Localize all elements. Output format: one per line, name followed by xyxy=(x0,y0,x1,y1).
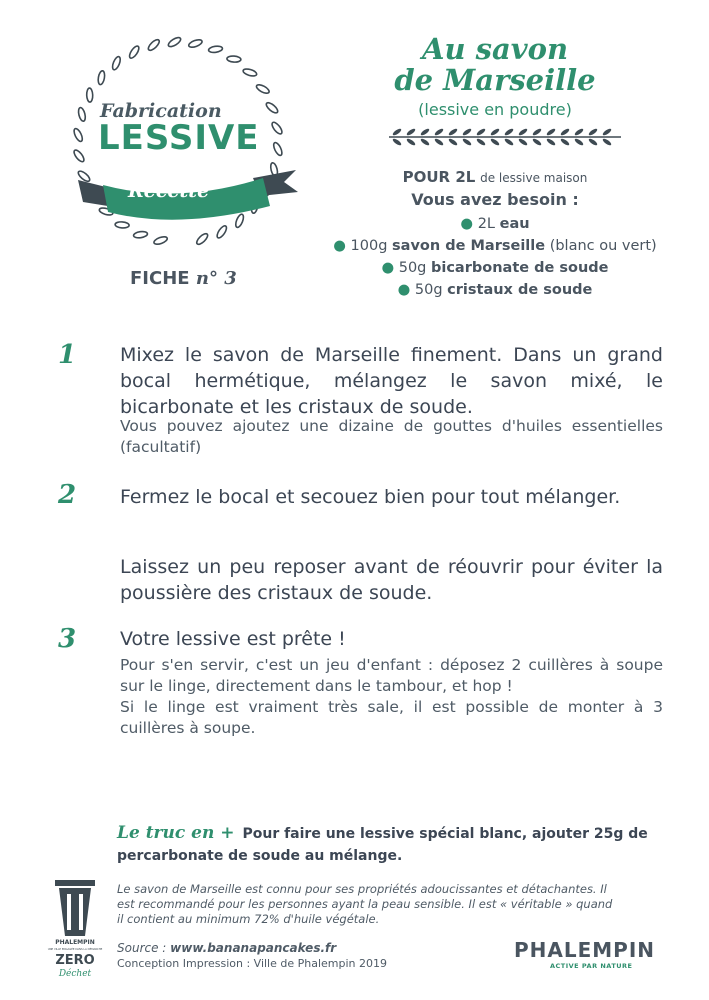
bullet-icon: ● xyxy=(460,216,478,232)
wreath-leaf xyxy=(255,83,270,95)
zero-dechet-logo xyxy=(45,876,105,988)
step-2-text-2: Laissez un peu reposer avant de réouvrir pour éviter la poussière des cristaux de soude. xyxy=(120,556,663,604)
fern-leaf xyxy=(490,137,500,146)
ingredient-item: ● 50g cristaux de soude xyxy=(397,282,593,298)
wreath-leaf xyxy=(215,224,228,239)
zd-zero: ZERO xyxy=(55,953,95,968)
tip-box xyxy=(117,822,677,867)
wreath-leaf xyxy=(242,68,257,78)
footnote: Le savon de Marseille est connu pour ses propriétés adoucissantes et détachantes. Il est recommandé pour les personnes ayant la peau sensible. Il est « véritable » quand il contient au minimum 72% d'huile végétale. xyxy=(117,882,613,926)
ingredient-item: ● 50g bicarbonate de soude xyxy=(381,260,609,276)
wreath-leaf xyxy=(111,56,122,71)
wreath-leaf xyxy=(128,45,141,60)
wreath-leaf xyxy=(77,107,86,122)
fern-leaf xyxy=(448,127,458,136)
fern-leaf xyxy=(560,137,570,146)
fern-leaf xyxy=(588,137,598,146)
logo-fabrication-text: Fabrication xyxy=(100,100,222,122)
title-line-2: de Marseille xyxy=(394,63,596,97)
wreath-leaf xyxy=(195,232,209,246)
fern-leaf xyxy=(434,137,444,146)
fern-leaf xyxy=(462,127,472,136)
recipe-subtitle: (lessive en poudre) xyxy=(418,100,572,119)
fern-leaf xyxy=(602,127,612,136)
wreath-leaf xyxy=(153,235,168,245)
fern-leaf xyxy=(420,127,430,136)
wreath-leaf xyxy=(97,70,105,85)
fern-leaf xyxy=(602,137,612,146)
fern-leaf xyxy=(490,127,500,136)
wreath-leaf xyxy=(234,213,245,228)
logo-recette-text: Recette xyxy=(128,180,210,202)
ingredient-item: ● 2L eau xyxy=(460,216,530,232)
source-line xyxy=(117,941,336,955)
fern-leaf xyxy=(588,127,598,136)
fern-leaf xyxy=(574,137,584,146)
fern-leaf xyxy=(532,137,542,146)
fern-leaf xyxy=(448,137,458,146)
fern-leaf xyxy=(420,137,430,146)
wreath-leaf xyxy=(86,88,92,102)
yield-line xyxy=(330,168,660,186)
fern-leaf xyxy=(476,127,486,136)
fern-leaf xyxy=(406,127,416,136)
conception-line: Conception Impression : Ville de Phalempin 2019 xyxy=(117,957,388,970)
fern-leaf xyxy=(504,127,514,136)
title-line-1: Au savon xyxy=(421,32,569,66)
wreath-leaf xyxy=(270,121,283,136)
step-number: 1 xyxy=(58,340,77,370)
bullet-icon: ● xyxy=(333,238,351,254)
step-3-text: Votre lessive est prête ! xyxy=(120,628,346,650)
wreath-leaf xyxy=(147,38,161,52)
fern-leaf xyxy=(476,137,486,146)
tip-label: Le truc en + xyxy=(117,823,235,843)
wreath-leaf xyxy=(265,101,280,115)
source-link: www.bananapancakes.fr xyxy=(170,941,337,955)
fern-leaf xyxy=(560,127,570,136)
fern-leaf xyxy=(504,137,514,146)
step-number: 3 xyxy=(58,624,77,654)
fern-leaf xyxy=(518,137,528,146)
tip-text: Pour faire une lessive spécial blanc, ajouter 25g de percarbonate de soude au mélange. xyxy=(117,826,648,864)
phalempin-logo: PHALEMPIN xyxy=(514,938,656,962)
yield-small: de lessive maison xyxy=(480,171,588,185)
fern-leaf xyxy=(546,127,556,136)
wreath-leaf xyxy=(188,38,203,48)
zd-phalempin: PHALEMPIN xyxy=(55,939,95,946)
fiche-number xyxy=(130,268,237,289)
wreath-leaf xyxy=(167,36,182,49)
step-1-text: Mixez le savon de Marseille finement. Dans un grand bocal hermétique, mélangez le savon mixé, le bicarbonate et les cristaux de soude. xyxy=(120,344,663,418)
fern-leaf xyxy=(462,137,472,146)
step-1-subtext: Vous pouvez ajoutez une dizaine de gouttes d'huiles essentielles (facultatif) xyxy=(120,417,663,456)
fern-leaf xyxy=(434,127,444,136)
zd-dechet: Déchet xyxy=(58,969,92,979)
fern-divider xyxy=(385,124,625,150)
step-number: 2 xyxy=(58,480,77,510)
bullet-icon: ● xyxy=(397,282,415,298)
fern-leaf xyxy=(518,127,528,136)
fern-leaf xyxy=(532,127,542,136)
wreath-leaf xyxy=(227,56,241,63)
wreath-leaf xyxy=(72,149,85,164)
ingredients-list xyxy=(320,213,670,301)
fiche-num: n° 3 xyxy=(195,268,237,289)
fern-leaf xyxy=(546,137,556,146)
phalempin-tagline: ACTIVE PAR NATURE xyxy=(550,962,633,970)
step-2-text: Fermez le bocal et secouez bien pour tout mélanger. xyxy=(120,486,621,508)
fiche-label: FICHE xyxy=(130,268,190,289)
bullet-icon: ● xyxy=(381,260,399,276)
ingredients-heading: Vous avez besoin : xyxy=(411,190,579,209)
fern-leaf xyxy=(574,127,584,136)
wreath-leaf xyxy=(115,221,129,228)
wreath-leaf xyxy=(272,141,284,156)
fern-leaf xyxy=(392,127,402,136)
yield-main: POUR 2L xyxy=(402,168,476,186)
fern-leaf xyxy=(392,137,402,146)
logo-lessive-text: LESSIVE xyxy=(98,118,260,158)
fern-leaf xyxy=(406,137,416,146)
wreath-leaf xyxy=(72,127,84,142)
zd-tagline: UNE VILLE ENGAGÉE DANS LA DÉMARCHE xyxy=(47,948,103,951)
recipe-title xyxy=(380,34,610,96)
wreath-leaf xyxy=(208,45,223,53)
ingredient-item: ● 100g savon de Marseille (blanc ou vert) xyxy=(333,238,657,254)
step-3-subtext-2: Si le linge est vraiment très sale, il est possible de monter à 3 cuillères à soupe. xyxy=(120,698,663,737)
wreath-leaf xyxy=(133,231,148,239)
source-label: Source : xyxy=(117,941,167,955)
step-3-subtext: Pour s'en servir, c'est un jeu d'enfant : déposez 2 cuillères à soupe sur le linge, directement dans le tambour, et hop ! xyxy=(120,656,663,695)
